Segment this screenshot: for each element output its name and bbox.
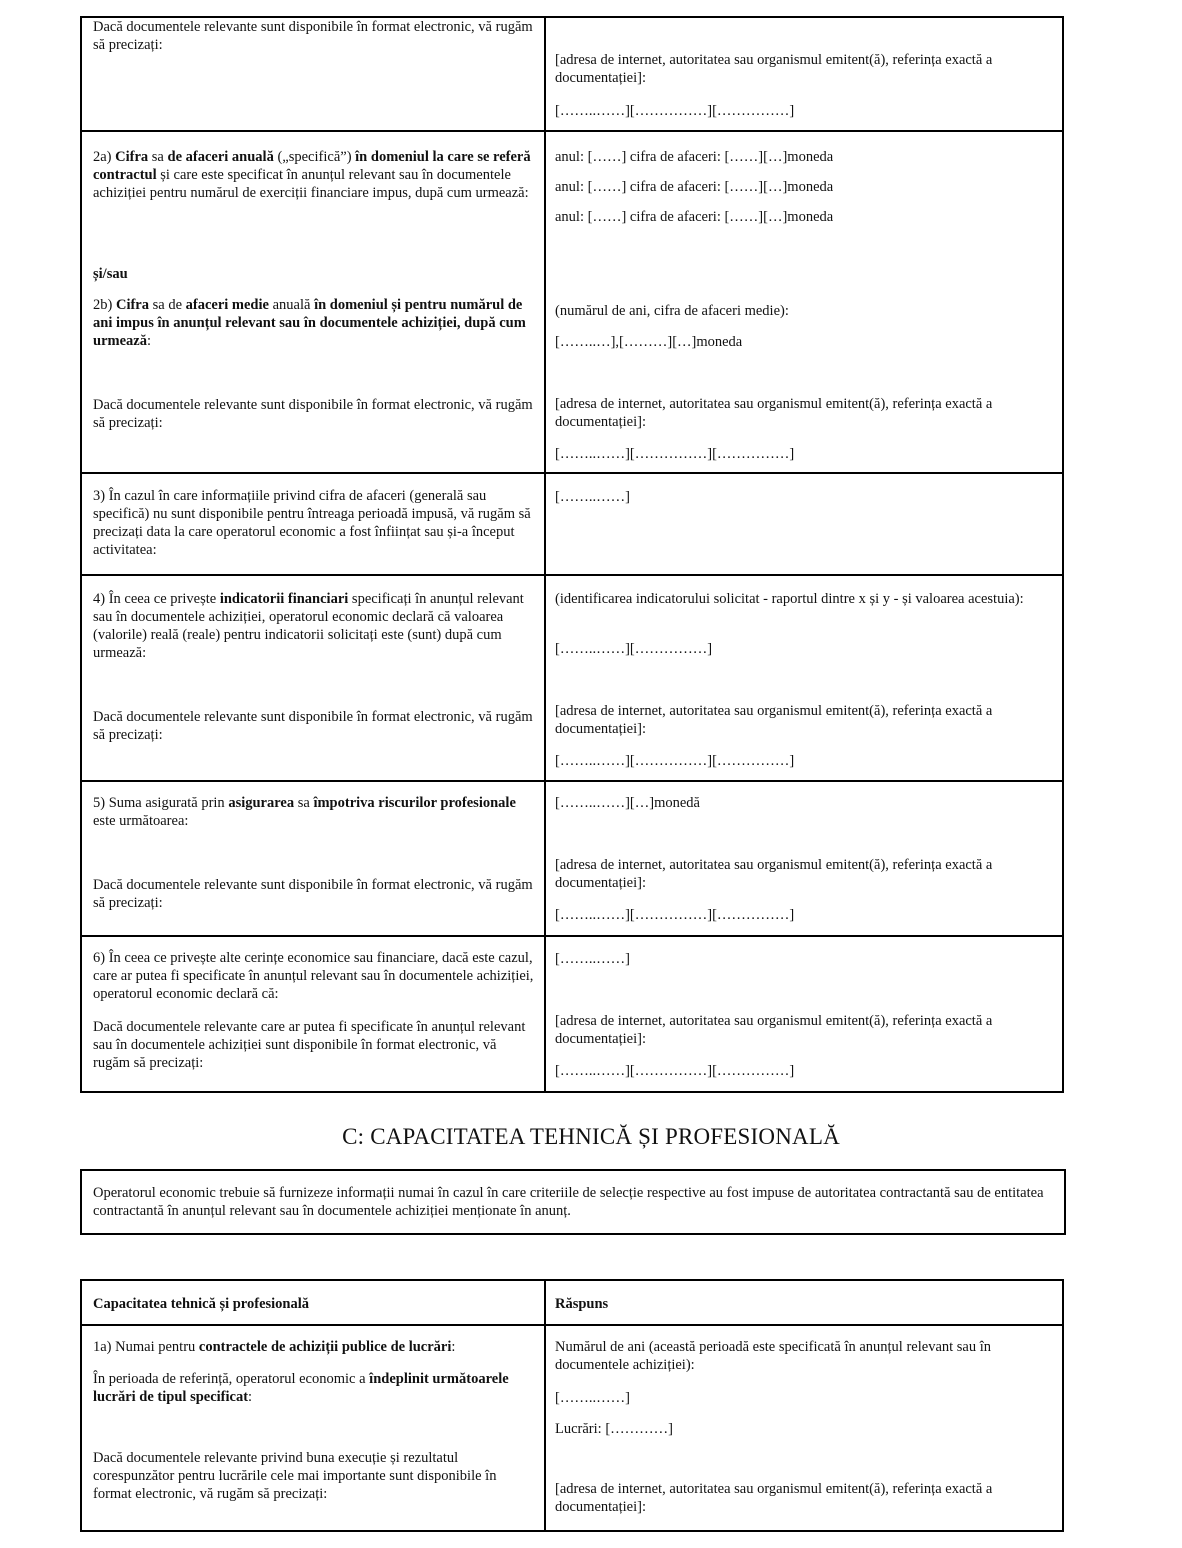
other-requirements-question: 6) În ceea ce privește alte cerințe economice sau financiare, dacă este cazul, care ar putea fi specificate în anunțul relevant sau în documentele achiziției, operatorul economic declară că: xyxy=(93,950,534,1002)
electronic-docs-question: Dacă documentele relevante care ar putea fi specificate în anunțul relevant sau în documentele achiziției sunt disponibile în format electronic, vă rugăm să precizați: xyxy=(93,1019,526,1071)
answer-placeholder: [……..……][……………] xyxy=(555,641,713,657)
and-or-label: și/sau xyxy=(93,266,128,282)
table-row xyxy=(81,575,1063,781)
financial-capacity-table xyxy=(80,16,1064,1093)
answer-placeholder: [……..……][……………][……………] xyxy=(555,907,795,923)
turnover-average-question: 2b) Cifra sa de afaceri medie anuală în domeniul și pentru numărul de ani impus în anunțul relevant sau în documentele achiziției, după cum urmează: xyxy=(93,297,526,349)
answer-placeholder: [……..……][……………][……………] xyxy=(555,753,795,769)
answer-placeholder: [……..……] xyxy=(555,951,630,967)
table-row xyxy=(81,1325,1063,1531)
answer-placeholder: [……..……] xyxy=(555,489,630,505)
electronic-docs-question: Dacă documentele relevante sunt disponibile în format electronic, vă rugăm să precizați: xyxy=(93,397,533,431)
average-turnover-placeholder: [……..…],[………][…]moneda xyxy=(555,334,743,350)
financial-ratios-question: 4) În ceea ce privește indicatorii financiari specificați în anunțul relevant sau în documentele achiziției, operatorul economic declară că valoarea (valorile) reală (reale) pentru indicatorii solicitați este (sunt) după cum urmează: xyxy=(93,591,524,661)
answer-placeholder: [……..……][……………][……………] xyxy=(555,103,795,119)
turnover-year-1: anul: [……] cifra de afaceri: [……][…]moneda xyxy=(555,149,834,165)
financial-ratio-label: (identificarea indicatorului solicitat - raportul dintre x și y - și valoarea acestuia): xyxy=(555,591,1024,607)
works-performed-question: În perioada de referință, operatorul economic a îndeplinit următoarele lucrări de tipul specificat: xyxy=(93,1371,509,1405)
technical-capacity-table xyxy=(80,1279,1064,1532)
electronic-docs-reference: [adresa de internet, autoritatea sau organismul emitent(ă), referința exactă a documentației]: xyxy=(555,1013,993,1047)
table-row xyxy=(81,17,1063,131)
answer-placeholder: [……..……][…]monedă xyxy=(555,795,700,811)
electronic-docs-question: Dacă documentele relevante sunt disponibile în format electronic, vă rugăm să precizați: xyxy=(93,709,533,743)
answer-placeholder: [……..……][……………][……………] xyxy=(555,1063,795,1079)
establishment-date-question: 3) În cazul în care informațiile privind cifra de afaceri (generală sau specifică) nu sunt disponibile pentru întreaga perioadă impusă, vă rugăm să precizați data la care operatorul economic a fost înființat sau și-a început activitatea: xyxy=(93,488,531,558)
section-title: C: CAPACITATEA TEHNICĂ ȘI PROFESIONALĂ xyxy=(342,1124,840,1149)
professional-risk-insurance-question: 5) Suma asigurată prin asigurarea sa împotriva riscurilor profesionale este următoarea: xyxy=(93,795,516,829)
table-row xyxy=(81,936,1063,1092)
turnover-year-3: anul: [……] cifra de afaceri: [……][…]moneda xyxy=(555,209,834,225)
turnover-specific-question: 2a) Cifra sa de afaceri anuală („specifică”) în domeniul la care se referă contractul și care este specificat în anunțul relevant sau în documentele achiziției pentru numărul de exerciții financiare impus, după cum urmează: xyxy=(93,149,531,201)
average-turnover-label: (numărul de ani, cifra de afaceri medie): xyxy=(555,303,789,319)
answer-placeholder: [……..……] xyxy=(555,1390,630,1406)
electronic-docs-reference: [adresa de internet, autoritatea sau organismul emitent(ă), referința exactă a documentației]: xyxy=(555,857,993,891)
table-row xyxy=(81,473,1063,575)
works-contracts-label: 1a) Numai pentru contractele de achiziții publice de lucrări: xyxy=(93,1339,456,1355)
number-of-years-label: Numărul de ani (această perioadă este specificată în anunțul relevant sau în documentele achiziției): xyxy=(555,1339,992,1373)
works-placeholder: Lucrări: […………] xyxy=(555,1421,673,1437)
electronic-docs-reference: [adresa de internet, autoritatea sau organismul emitent(ă), referința exactă a documentației]: xyxy=(555,396,993,430)
electronic-docs-reference: [adresa de internet, autoritatea sau organismul emitent(ă), referința exactă a documentației]: xyxy=(555,1481,993,1515)
table-row xyxy=(81,131,1063,473)
table-header-row xyxy=(81,1280,1063,1325)
column-header: Răspuns xyxy=(555,1296,609,1312)
electronic-docs-question: Dacă documentele relevante sunt disponibile în format electronic, vă rugăm să precizați: xyxy=(93,19,533,53)
electronic-docs-question: Dacă documentele relevante sunt disponibile în format electronic, vă rugăm să precizați: xyxy=(93,877,533,911)
answer-placeholder: [……..……][……………][……………] xyxy=(555,446,795,462)
electronic-docs-reference: [adresa de internet, autoritatea sau organismul emitent(ă), referința exactă a documentației]: xyxy=(555,703,993,737)
table-row xyxy=(81,781,1063,936)
instructions-box xyxy=(80,1169,1066,1235)
column-header: Capacitatea tehnică și profesională xyxy=(93,1296,310,1312)
electronic-docs-reference: [adresa de internet, autoritatea sau organismul emitent(ă), referința exactă a documentației]: xyxy=(555,52,993,86)
electronic-docs-question: Dacă documentele relevante privind buna execuție și rezultatul corespunzător pentru lucrările cele mai importante sunt disponibile în format electronic, vă rugăm să precizați: xyxy=(93,1450,497,1502)
instructions-text: Operatorul economic trebuie să furnizeze informații numai în cazul în care criteriile de selecție respective au fost impuse de autoritatea contractantă sau de entitatea contractantă în anunțul relevant sau în documentele achiziției menționate în anunț. xyxy=(93,1185,1044,1219)
turnover-year-2: anul: [……] cifra de afaceri: [……][…]moneda xyxy=(555,179,834,195)
